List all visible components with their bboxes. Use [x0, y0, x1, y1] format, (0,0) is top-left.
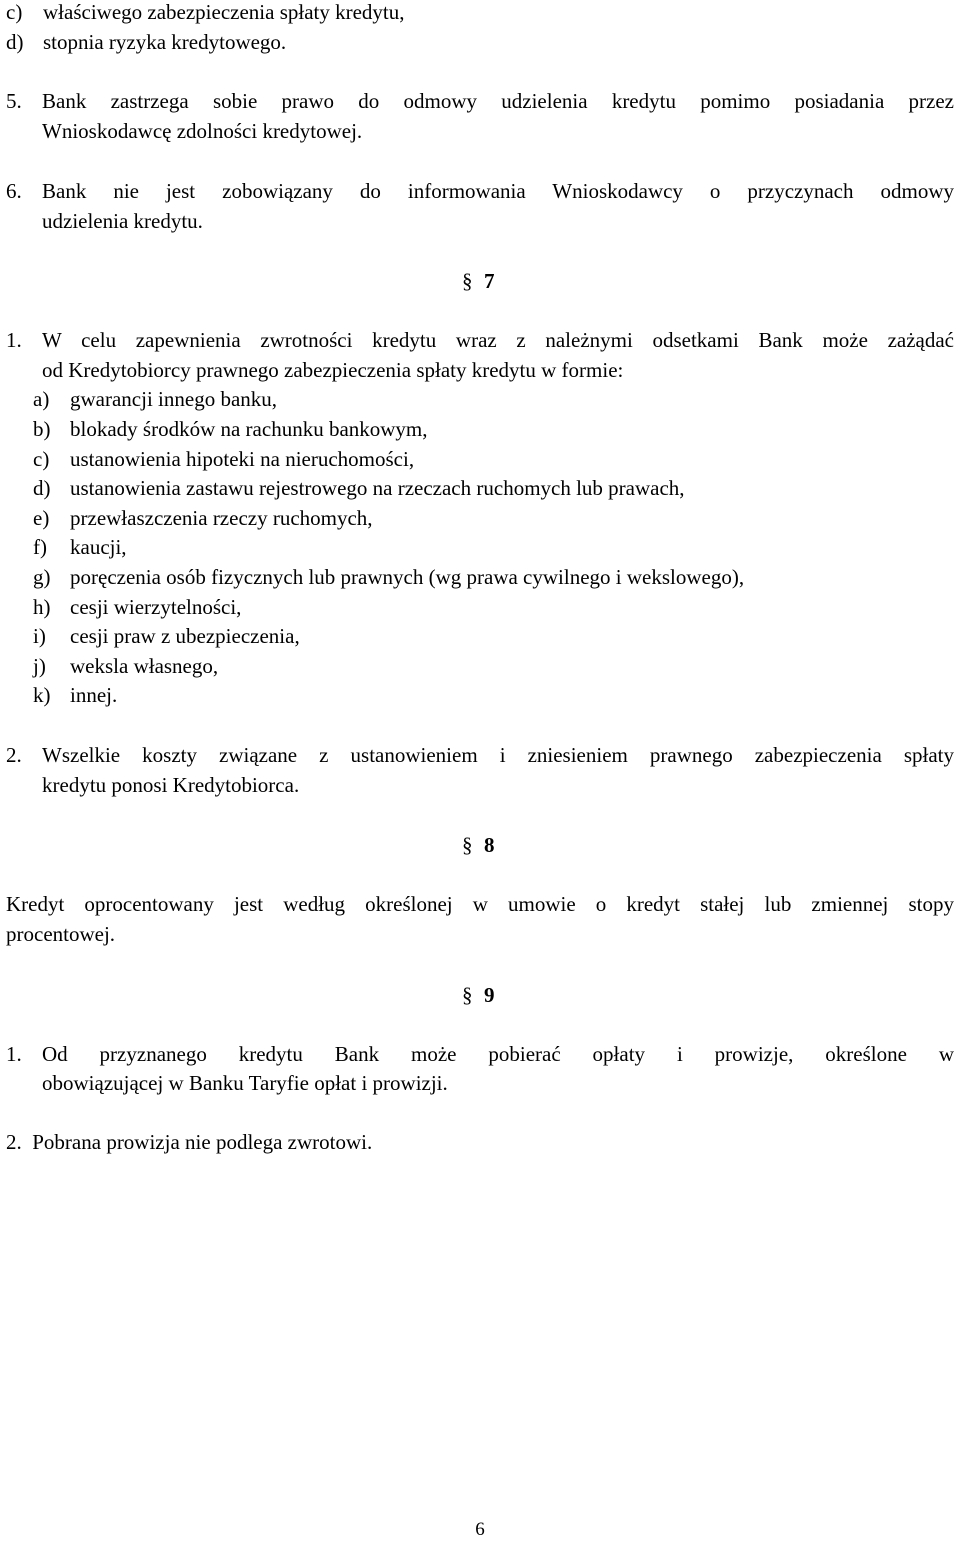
list-item [33, 680, 913, 710]
list-marker: f) [33, 535, 47, 559]
list-marker: i) [33, 624, 46, 648]
list-marker: c) [33, 447, 50, 471]
list-item [33, 444, 913, 474]
list-text: właściwego zabezpieczenia spłaty kredytu, [43, 0, 405, 24]
section-7-p2-line-1: Wszelkie koszty związane z ustanowieniem i zniesieniem prawnego zabezpieczenia spłaty [42, 743, 954, 767]
list-marker: a) [33, 387, 50, 411]
section-7-p1-line-1: W celu zapewnienia zwrotności kredytu wraz z należnymi odsetkami Bank może zażądać [42, 328, 954, 352]
list-text: ustanowienia hipoteki na nieruchomości, [70, 447, 415, 471]
list-item [33, 621, 913, 651]
list-text: gwarancji innego banku, [70, 387, 278, 411]
section-symbol: § [462, 833, 473, 857]
paragraph-number: 1. [6, 1042, 22, 1066]
list-marker: j) [33, 654, 46, 678]
section-9-p2 [6, 1127, 372, 1157]
paragraph-number: 2. [6, 1130, 22, 1154]
section-7-p1-line-2: od Kredytobiorcy prawnego zabezpieczenia spłaty kredytu w formie: [42, 358, 624, 382]
section-heading-9 [462, 980, 495, 1010]
paragraph-5-line-1: Bank zastrzega sobie prawo do odmowy udzielenia kredytu pomimo posiadania przez [42, 89, 954, 113]
list-text: innej. [70, 683, 118, 707]
list-item [6, 0, 906, 27]
paragraph-number: 2. [6, 743, 22, 767]
list-item [33, 384, 913, 414]
section-symbol: § [462, 269, 473, 293]
list-text: ustanowienia zastawu rejestrowego na rzeczach ruchomych lub prawach, [70, 476, 685, 500]
section-number: 7 [484, 269, 495, 293]
list-text: poręczenia osób fizycznych lub prawnych (wg prawa cywilnego i wekslowego), [70, 565, 745, 589]
list-item [33, 503, 913, 533]
list-item [6, 27, 906, 57]
list-item [33, 562, 913, 592]
list-marker: h) [33, 595, 51, 619]
paragraph-6-line-2: udzielenia kredytu. [42, 209, 203, 233]
list-text: weksla własnego, [70, 654, 219, 678]
list-marker: b) [33, 417, 51, 441]
list-marker: c) [6, 0, 23, 24]
list-text: stopnia ryzyka kredytowego. [43, 30, 287, 54]
section-8-line-1: Kredyt oprocentowany jest według określonej w umowie o kredyt stałej lub zmiennej stopy [6, 892, 954, 916]
section-7-p2-line-2: kredytu ponosi Kredytobiorca. [42, 773, 300, 797]
section-heading-8 [462, 830, 495, 860]
list-text: kaucji, [70, 535, 127, 559]
list-text: cesji wierzytelności, [70, 595, 242, 619]
list-marker: d) [6, 30, 24, 54]
paragraph-number: 6. [6, 179, 22, 203]
list-item [33, 592, 913, 622]
section-9-p1-line-1: Od przyznanego kredytu Bank może pobierać opłaty i prowizje, określone w [42, 1042, 954, 1066]
list-marker: g) [33, 565, 51, 589]
list-marker: e) [33, 506, 50, 530]
list-marker: d) [33, 476, 51, 500]
paragraph-6-line-1: Bank nie jest zobowiązany do informowania Wnioskodawcy o przyczynach odmowy [42, 179, 954, 203]
page-number: 6 [475, 1519, 485, 1540]
paragraph-number: 1. [6, 328, 22, 352]
list-item [33, 473, 913, 503]
list-text: przewłaszczenia rzeczy ruchomych, [70, 506, 373, 530]
section-symbol: § [462, 983, 473, 1007]
section-number: 8 [484, 833, 495, 857]
list-text: blokady środków na rachunku bankowym, [70, 417, 428, 441]
list-item [33, 414, 913, 444]
list-marker: k) [33, 683, 51, 707]
section-9-p1-line-2: obowiązującej w Banku Taryfie opłat i prowizji. [42, 1071, 448, 1095]
paragraph-number: 5. [6, 89, 22, 113]
list-item [33, 532, 913, 562]
section-number: 9 [484, 983, 495, 1007]
section-heading-7 [462, 266, 495, 296]
section-9-p2-text: Pobrana prowizja nie podlega zwrotowi. [32, 1130, 373, 1154]
list-item [33, 651, 913, 681]
section-8-line-2: procentowej. [6, 922, 116, 946]
list-text: cesji praw z ubezpieczenia, [70, 624, 300, 648]
paragraph-5-line-2: Wnioskodawcę zdolności kredytowej. [42, 119, 363, 143]
